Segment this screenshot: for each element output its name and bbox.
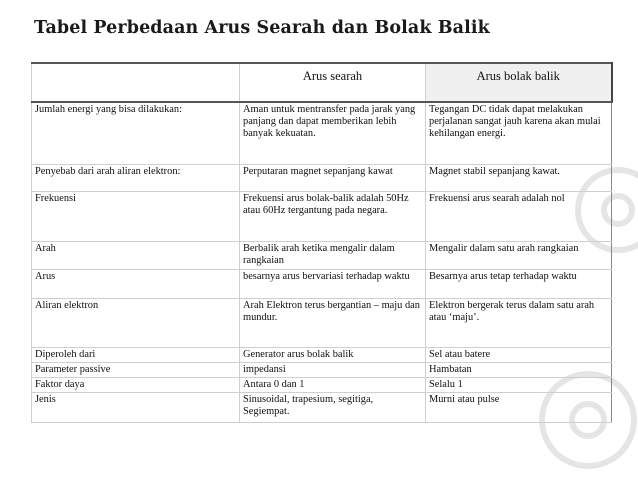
table-row	[32, 377, 612, 392]
dc-cell: Antara 0 dan 1	[240, 377, 426, 392]
row-label: Arah	[32, 241, 240, 269]
table-row	[32, 298, 612, 347]
dc-cell: impedansi	[240, 362, 426, 377]
dc-cell: Arah Elektron terus bergantian – maju dan mundur.	[240, 298, 426, 347]
dc-cell: Generator arus bolak balik	[240, 347, 426, 362]
table-row	[32, 362, 612, 377]
table-row	[32, 191, 612, 241]
ac-cell: Magnet stabil sepanjang kawat.	[426, 164, 612, 191]
header-dc: Arus searah	[240, 63, 426, 102]
table-row	[32, 164, 612, 191]
row-label: Jenis	[32, 393, 240, 423]
row-label: Parameter passive	[32, 362, 240, 377]
row-label: Frekuensi	[32, 191, 240, 241]
table-row	[32, 269, 612, 298]
row-label: Aliran elektron	[32, 298, 240, 347]
ac-cell: Mengalir dalam satu arah rangkaian	[426, 241, 612, 269]
row-label: Faktor daya	[32, 377, 240, 392]
dc-cell: Frekuensi arus bolak-balik adalah 50Hz atau 60Hz tergantung pada negara.	[240, 191, 426, 241]
header-ac: Arus bolak balik	[426, 63, 612, 102]
table-row	[32, 347, 612, 362]
ac-cell: Elektron bergerak terus dalam satu arah atau ‘maju’.	[426, 298, 612, 347]
header-empty	[32, 63, 240, 102]
ac-cell: Tegangan DC tidak dapat melakukan perjalanan sangat jauh karena akan mulai kehilangan energi.	[426, 102, 612, 164]
ac-cell: Frekuensi arus searah adalah nol	[426, 191, 612, 241]
table-header-row	[32, 63, 612, 102]
dc-cell: Aman untuk mentransfer pada jarak yang panjang dan dapat memberikan lebih banyak kekuatan.	[240, 102, 426, 164]
ac-cell: Sel atau batere	[426, 347, 612, 362]
dc-cell: Sinusoidal, trapesium, segitiga, Segiempat.	[240, 393, 426, 423]
ac-cell: Murni atau pulse	[426, 393, 612, 423]
ac-cell: Selalu 1	[426, 377, 612, 392]
comparison-table	[31, 62, 613, 423]
table-row	[32, 102, 612, 164]
page-title: Tabel Perbedaan Arus Searah dan Bolak Balik	[34, 18, 490, 38]
ac-cell: Hambatan	[426, 362, 612, 377]
row-label: Diperoleh dari	[32, 347, 240, 362]
ac-cell: Besarnya arus tetap terhadap waktu	[426, 269, 612, 298]
row-label: Arus	[32, 269, 240, 298]
table-row	[32, 393, 612, 423]
row-label: Jumlah energi yang bisa dilakukan:	[32, 102, 240, 164]
dc-cell: besarnya arus bervariasi terhadap waktu	[240, 269, 426, 298]
table-row	[32, 241, 612, 269]
row-label: Penyebab dari arah aliran elektron:	[32, 164, 240, 191]
dc-cell: Berbalik arah ketika mengalir dalam rangkaian	[240, 241, 426, 269]
dc-cell: Perputaran magnet sepanjang kawat	[240, 164, 426, 191]
